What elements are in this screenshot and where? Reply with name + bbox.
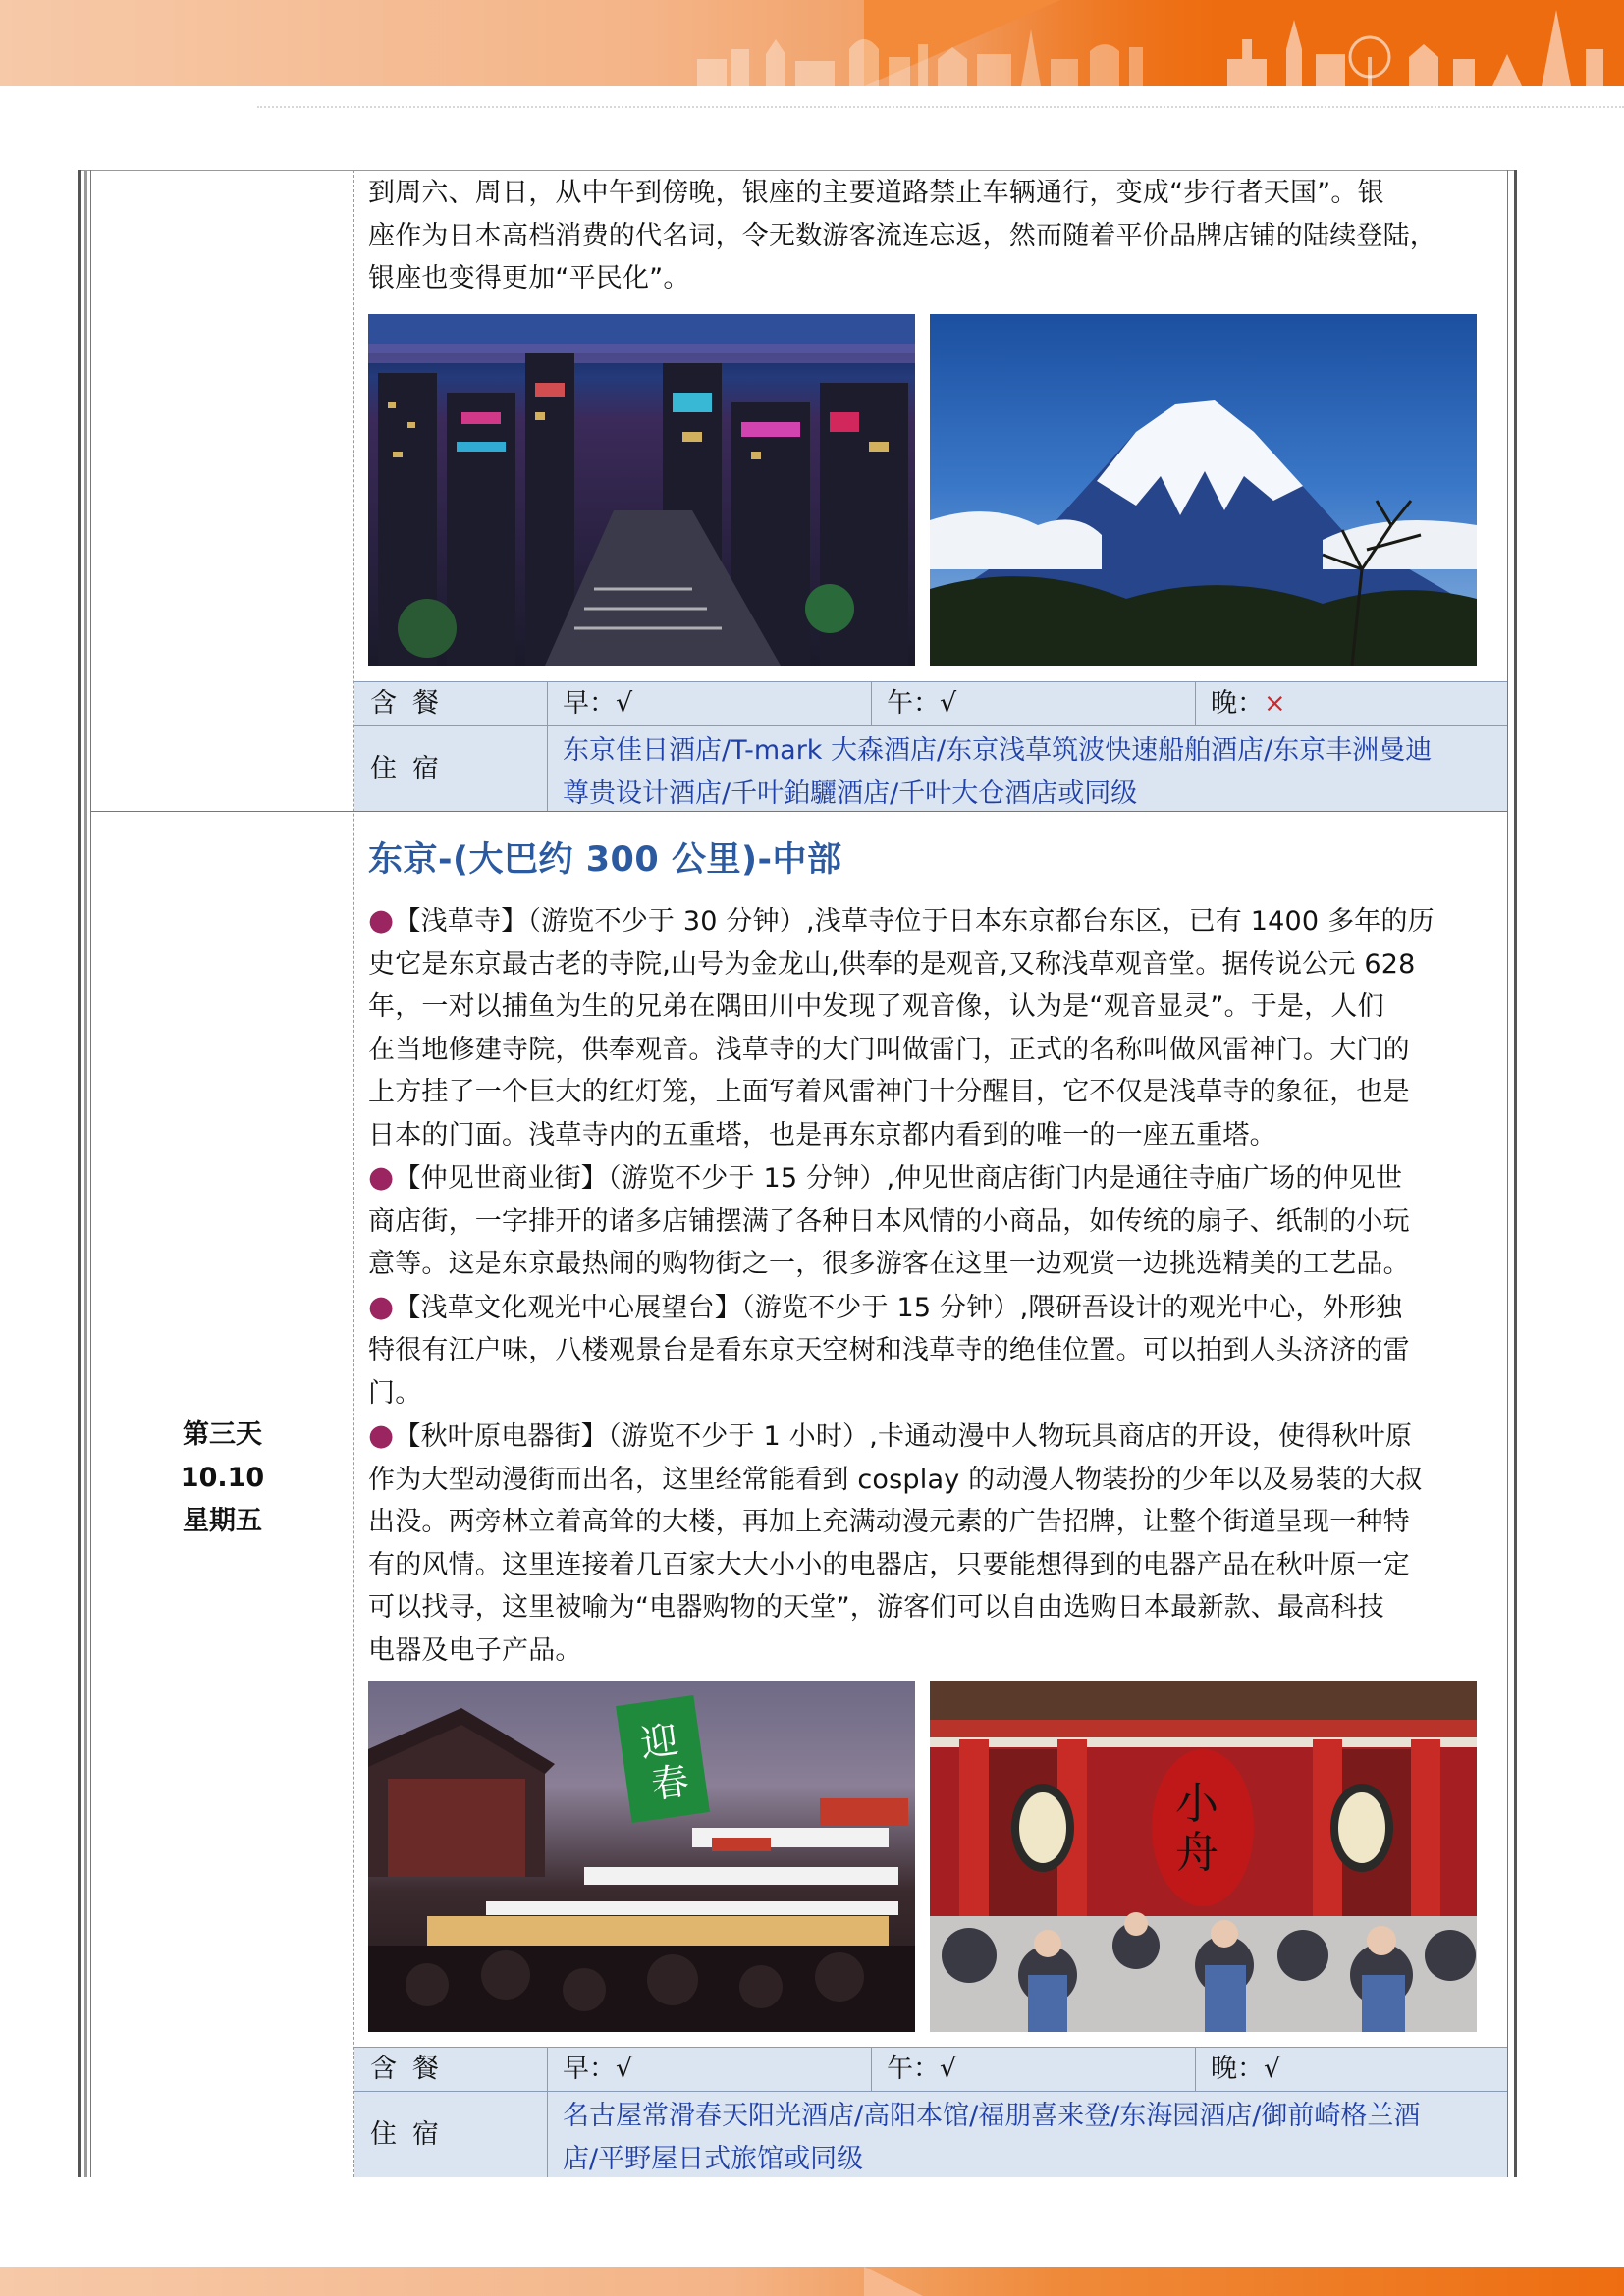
line-text: 【仲见世商业街】（游览不少于 15 分钟）,仲见世商店街门内是通往寺庙广场的仲见世 xyxy=(394,1163,1403,1194)
day3-date-label xyxy=(91,1414,353,1543)
day-number: 第三天 xyxy=(183,1419,262,1450)
text-line xyxy=(368,1201,1499,1244)
text-line xyxy=(368,986,1499,1029)
line-text: 商店街，一字排开的诸多店铺摆满了各种日本风情的小商品，如传统的扇子、纸制的小玩 xyxy=(368,1205,1410,1237)
bullet-dot-icon: ● xyxy=(368,1160,395,1195)
line-text: 【秋叶原电器街】（游览不少于 1 小时）,卡通动漫中人物玩具商店的开设，使得秋叶原 xyxy=(394,1421,1413,1452)
line-text: 上方挂了一个巨大的红灯笼，上面写着风雷神门十分醒目，它不仅是浅草寺的象征，也是 xyxy=(368,1077,1410,1107)
hotel-label: 住宿 xyxy=(370,2119,455,2150)
hotel-label: 住宿 xyxy=(370,754,455,784)
bullet-line xyxy=(368,1286,1499,1330)
day2-meals-row xyxy=(354,681,1507,725)
line-text: 年，一对以捕鱼为生的兄弟在隅田川中发现了观音像，认为是“观音显灵”。于是，人们 xyxy=(368,991,1384,1022)
text-line: 座作为日本高档消费的代名词，令无数游客流连忘返，然而随着平价品牌店铺的陆续登陆， xyxy=(368,220,1436,251)
day-weekday: 星期五 xyxy=(183,1506,262,1536)
shibuya-night-photo xyxy=(368,314,915,666)
bullet-line xyxy=(368,899,1499,943)
text-line xyxy=(368,1329,1499,1372)
text-line xyxy=(368,1029,1499,1072)
line-text: 电器及电子产品。 xyxy=(368,1634,582,1666)
line-text: 门。 xyxy=(368,1377,422,1409)
text-line xyxy=(368,1586,1499,1629)
dinner-prefix: 晚： xyxy=(1211,688,1264,719)
line-text: 可以找寻，这里被喻为“电器购物的天堂”，游客们可以自由选购日本最新款、最高科技 xyxy=(368,1592,1384,1623)
day3-itinerary-text xyxy=(368,899,1499,1672)
hotel-line: 尊贵设计酒店/千叶鉑驪酒店/千叶大仓酒店或同级 xyxy=(563,778,1138,809)
breakfast-status: 早：√ xyxy=(547,2048,871,2091)
day3-route-title: 东京-(大巴约 300 公里)-中部 xyxy=(368,840,842,880)
meals-label: 含餐 xyxy=(370,688,455,719)
kaminarimon-gate-photo xyxy=(930,1681,1477,2032)
hotel-line: 店/平野屋日式旅馆或同级 xyxy=(563,2144,864,2174)
text-line xyxy=(368,1544,1499,1587)
table-right-border xyxy=(1507,170,1517,2177)
mount-fuji-photo xyxy=(930,314,1477,666)
text-line xyxy=(368,1372,1499,1415)
page-header-banner xyxy=(0,0,1624,86)
dinner-status xyxy=(1195,682,1507,725)
bullet-line xyxy=(368,1156,1499,1201)
text-line xyxy=(368,1459,1499,1502)
bullet-dot-icon: ● xyxy=(368,903,395,937)
bullet-dot-icon: ● xyxy=(368,1418,395,1453)
dinner-status: 晚：√ xyxy=(1195,2048,1507,2091)
line-text: 出没。两旁林立着高耸的大楼，再加上充满动漫元素的广告招牌，让整个街道呈现一种特 xyxy=(368,1507,1410,1537)
day-date: 10.10 xyxy=(180,1463,265,1493)
day3-hotel-list xyxy=(547,2092,1507,2177)
day3-meals-row xyxy=(354,2047,1507,2091)
nakamise-street-photo xyxy=(368,1681,915,2032)
meals-label: 含餐 xyxy=(370,2054,455,2084)
line-text: 作为大型动漫街而出名，这里经常能看到 cosplay 的动漫人物装扮的少年以及易装的大叔 xyxy=(368,1464,1423,1495)
table-top-border xyxy=(78,170,1517,171)
hotel-line: 名古屋常滑春天阳光酒店/高阳本馆/福朋喜来登/东海园酒店/御前崎格兰酒 xyxy=(563,2101,1421,2131)
day2-hotel-list xyxy=(547,726,1507,811)
city-skyline-icon xyxy=(677,0,1624,86)
breakfast-status: 早：√ xyxy=(547,682,871,725)
text-line xyxy=(368,943,1499,987)
page-footer-banner xyxy=(0,2267,1624,2296)
hotel-line: 东京佳日酒店/T-mark 大森酒店/东京浅草筑波快速船舶酒店/东京丰洲曼迪 xyxy=(563,735,1433,766)
svg-text:迎: 迎 xyxy=(637,1717,681,1766)
line-text: 【浅草寺】（游览不少于 30 分钟）,浅草寺位于日本东京都台东区，已有 1400 多年的历 xyxy=(394,906,1435,936)
bullet-dot-icon: ● xyxy=(368,1289,395,1324)
day2-hotel-row xyxy=(354,725,1507,811)
table-left-border xyxy=(78,170,91,2177)
line-text: 【浅草文化观光中心展望台】（游览不少于 15 分钟）,隈研吾设计的观光中心，外形独 xyxy=(394,1292,1403,1323)
ginza-description xyxy=(368,172,1499,300)
lunch-status: 午：√ xyxy=(871,682,1195,725)
text-line xyxy=(368,1629,1499,1673)
day3-hotel-row xyxy=(354,2091,1507,2177)
text-line xyxy=(368,1501,1499,1544)
dinner-excluded-icon: × xyxy=(1264,688,1286,719)
text-line xyxy=(368,1071,1499,1114)
line-text: 意等。这是东京最热闹的购物街之一，很多游客在这里一边观赏一边挑选精美的工艺品。 xyxy=(368,1249,1410,1279)
line-text: 史它是东京最古老的寺院,山号为金龙山,供奉的是观音,又称浅草观音堂。据传说公元 628 xyxy=(368,948,1416,980)
table-column-divider xyxy=(353,170,354,2177)
line-text: 特很有江户味，八楼观景台是看东京天空树和浅草寺的绝佳位置。可以拍到人头济济的雷 xyxy=(368,1335,1410,1365)
line-text: 有的风情。这里连接着几百家大大小小的电器店，只要能想得到的电器产品在秋叶原一定 xyxy=(368,1549,1410,1580)
line-text: 日本的门面。浅草寺内的五重塔，也是再东京都内看到的唯一的一座五重塔。 xyxy=(368,1119,1276,1150)
text-line xyxy=(368,1114,1499,1157)
text-line xyxy=(368,1243,1499,1286)
svg-text:舟: 舟 xyxy=(1175,1828,1218,1878)
lunch-status: 午：√ xyxy=(871,2048,1195,2091)
svg-text:春: 春 xyxy=(648,1758,692,1807)
text-line: 到周六、周日，从中午到傍晚，银座的主要道路禁止车辆通行，变成“步行者天国”。银 xyxy=(368,178,1384,208)
text-line: 银座也变得更加“平民化”。 xyxy=(368,263,690,294)
header-dotted-rule xyxy=(257,106,1624,108)
bullet-line xyxy=(368,1415,1499,1459)
line-text: 在当地修建寺院，供奉观音。浅草寺的大门叫做雷门，正式的名称叫做风雷神门。大门的 xyxy=(368,1034,1410,1065)
svg-text:小: 小 xyxy=(1175,1779,1218,1829)
footer-triangle xyxy=(864,2267,923,2296)
